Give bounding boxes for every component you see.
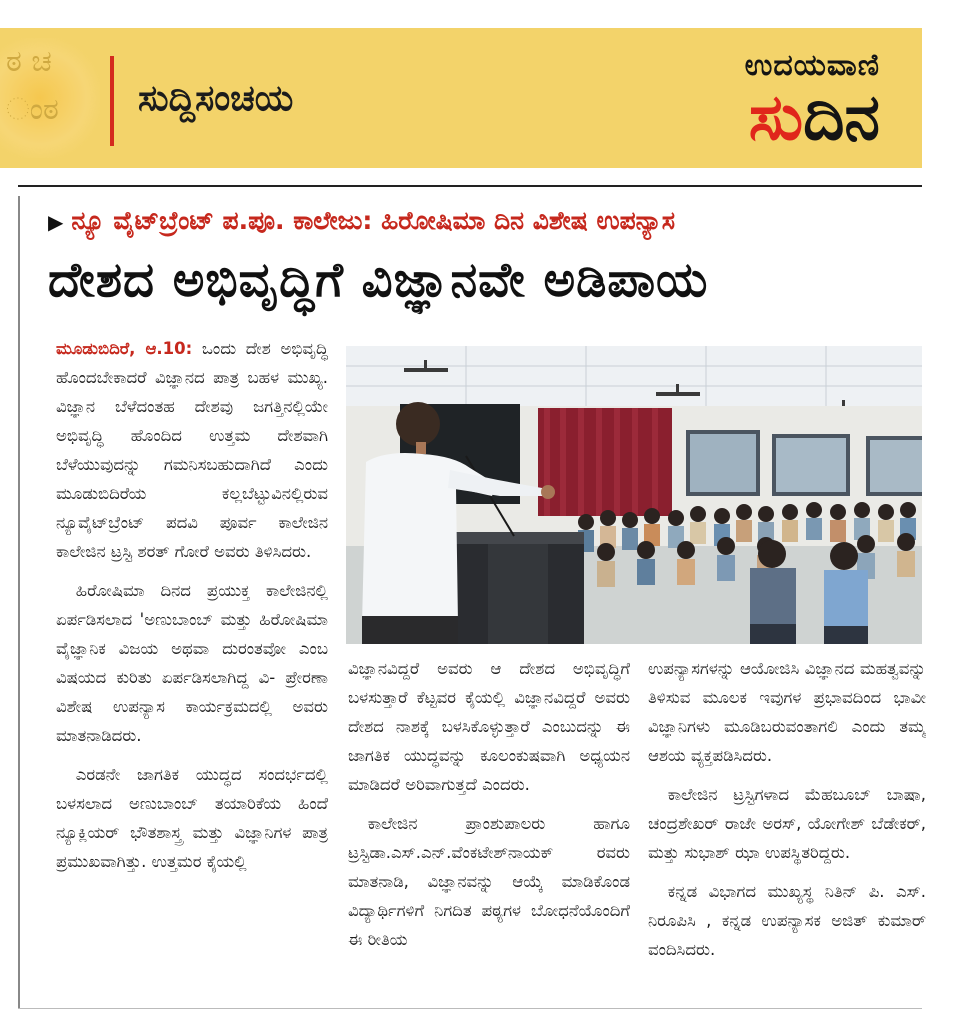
paragraph: ಎರಡನೇ ಜಾಗತಿಕ ಯುದ್ಧದ ಸಂದರ್ಭದಲ್ಲಿ ಬಳಸಲಾದ ಅಣುಬಾಂಬ್ ತಯಾರಿಕೆಯ ಹಿಂದೆ ನ್ಯೂಕ್ಲಿಯರ್ ಭೌತಶಾಸ್ತ್ರ ಮತ್ತು ವಿಜ್ಞಾನಿಗಳ ಪಾತ್ರ ಪ್ರಮುಖವಾಗಿತ್ತು. ಉತ್ತಮರ ಕೈಯಲ್ಲಿ: [56, 765, 328, 871]
paragraph: [56, 334, 328, 566]
paragraph: ಕನ್ನಡ ವಿಭಾಗದ ಮುಖ್ಯಸ್ಥ ನಿತಿನ್ ಪಿ. ಎಸ್. ನಿರೂಪಿಸಿ , ಕನ್ನಡ ಉಪನ್ಯಾಸಕ ಅಜಿತ್ ಕುಮಾರ್ ವಂದಿಸಿದರು.: [648, 882, 926, 959]
paragraph: ವಿಜ್ಞಾನವಿದ್ದರೆ ಅವರು ಆ ದೇಶದ ಅಭಿವೃದ್ಧಿಗೆ ಬಳಸುತ್ತಾರೆ ಕೆಟ್ಟವರ ಕೈಯಲ್ಲಿ ವಿಜ್ಞಾನವಿದ್ದರೆ ಅವರು ದೇಶದ ನಾಶಕ್ಕೆ ಬಳಸಿಕೊಳ್ಳುತ್ತಾರೆ ಎಂಬುದನ್ನು ಈ ಜಾಗತಿಕ ಯುದ್ಧವನ್ನು ಕೂಲಂಕುಷವಾಗಿ ಅಧ್ಯಯನ ಮಾಡಿದರೆ ಅರಿವಾಗುತ್ತದೆ ಎಂದರು.: [348, 659, 630, 794]
left-border: [18, 196, 20, 1008]
triangle-bullet-icon: ▶: [48, 210, 64, 234]
paragraph: ಉಪನ್ಯಾಸಗಳನ್ನು ಆಯೋಜಿಸಿ ವಿಜ್ಞಾನದ ಮಹತ್ವವನ್ನು ತಿಳಿಸುವ ಮೂಲಕ ಇವುಗಳ ಪ್ರಭಾವದಿಂದ ಭಾವೀ ವಿಜ್ಞಾನಿಗಳು ಮೂಡಿಬರುವಂತಾಗಲಿ ಎಂದು ತಮ್ಮ ಆಶಯ ವ್ಯಕ್ತಪಡಿಸಿದರು.: [648, 659, 926, 765]
logo-red-part: ಸು: [748, 81, 804, 155]
kicker-text: ನ್ಯೂ ವೈಟ್‌ಬ್ರೆಂಟ್ ಪ.ಪೂ. ಕಾಲೇಜು: ಹಿರೋಷಿಮಾ ದಿನ ವಿಶೇಷ ಉಪನ್ಯಾಸ: [71, 206, 676, 235]
section-name: ಸುದ್ದಿಸಂಚಯ: [138, 78, 294, 119]
newspaper-logo-main: [749, 82, 880, 154]
article-column-3: [648, 654, 926, 1004]
newspaper-logo-top: ಉದಯವಾಣಿ: [744, 48, 880, 83]
dateline: ಮೂಡುಬಿದಿರೆ, ಆ.10:: [56, 339, 193, 358]
article-kicker: [48, 206, 675, 236]
lecture-hall-illustration: [346, 346, 922, 644]
article-column-2: [348, 654, 630, 1004]
bottom-divider: [18, 1008, 922, 1009]
event-photo: [346, 346, 922, 644]
section-divider: [110, 56, 114, 146]
paragraph: ಕಾಲೇಜಿನ ಟ್ರಸ್ಟಿಗಳಾದ ಮೆಹಬೂಬ್ ಬಾಷಾ, ಚಂದ್ರಶೇಖರ್ ರಾಜೇ ಅರಸ್, ಯೋಗೇಶ್ ಬೆಡೇಕರ್, ಮತ್ತು ಸುಭಾಶ್ ಝಾ ಉಪಸ್ಥಿತರಿದ್ದರು.: [648, 785, 926, 862]
paragraph: ಕಾಲೇಜಿನ ಪ್ರಾಂಶುಪಾಲರು ಹಾಗೂ ಟ್ರಸ್ಟಿಡಾ.ಎಸ್.ಎನ್.ವೆಂಕಟೇಶ್‌ನಾಯಕ್ ರವರು ಮಾತನಾಡಿ, ವಿಜ್ಞಾನವನ್ನು ಆಯ್ಕೆ ಮಾಡಿಕೊಂಡ ವಿದ್ಯಾರ್ಥಿಗಳಿಗೆ ನಿಗದಿತ ಪಠ್ಯಗಳ ಬೋಧನೆಯೊಂದಿಗೆ ಈ ರೀತಿಯ: [348, 814, 630, 949]
article-headline: ದೇಶದ ಅಭಿವೃದ್ಧಿಗೆ ವಿಜ್ಞಾನವೇ ಅಡಿಪಾಯ: [48, 252, 709, 308]
faded-stamp: ಠ ಚ ಂಠ: [0, 38, 100, 158]
paragraph: ಹಿರೋಷಿಮಾ ದಿನದ ಪ್ರಯುಕ್ತ ಕಾಲೇಜಿನಲ್ಲಿ ಏರ್ಪಡಿಸಲಾದ 'ಅಣುಬಾಂಬ್ ಮತ್ತು ಹಿರೋಷಿಮಾ ವೈಜ್ಞಾನಿಕ ವಿಜಯ ಅಥವಾ ದುರಂತವೋ ಎಂಬ ವಿಷಯದ ಕುರಿತು ಏರ್ಪಡಿಸಲಾಗಿದ್ದ ವಿ- ಪ್ರೇರಣಾ ವಿಶೇಷ ಉಪನ್ಯಾಸ ಕಾರ್ಯಕ್ರಮದಲ್ಲಿ ಅವರು ಮಾತನಾಡಿದರು.: [56, 581, 328, 745]
top-divider: [18, 185, 922, 187]
article-column-1: [56, 334, 328, 1004]
paragraph-text: ಒಂದು ದೇಶ ಅಭಿವೃದ್ಧಿ ಹೊಂದಬೇಕಾದರೆ ವಿಜ್ಞಾನದ ಪಾತ್ರ ಬಹಳ ಮುಖ್ಯ. ವಿಜ್ಞಾನ ಬೆಳೆದಂತಹ ದೇಶವು ಜಗತ್ತಿನಲ್ಲಿಯೇ ಅಭಿವೃದ್ಧಿ ಹೊಂದಿದ ಉತ್ತಮ ದೇಶವಾಗಿ ಬೆಳೆಯುವುದನ್ನು ಗಮನಿಸಬಹುದಾಗಿದೆ ಎಂದು ಮೂಡುಬಿದಿರೆಯ ಕಲ್ಲಬೆಟ್ಟುವಿನಲ್ಲಿರುವ ನ್ಯೂವೈಟ್‌ಬ್ರೆಂಟ್ ಪದವಿ ಪೂರ್ವ ಕಾಲೇಜಿನ ಕಾಲೇಜಿನ ಟ್ರಸ್ಟಿ ಶರತ್ ಗೋರೆ ಅವರು ತಿಳಿಸಿದರು.: [56, 339, 328, 561]
logo-black-part: ದಿನ: [803, 81, 880, 155]
